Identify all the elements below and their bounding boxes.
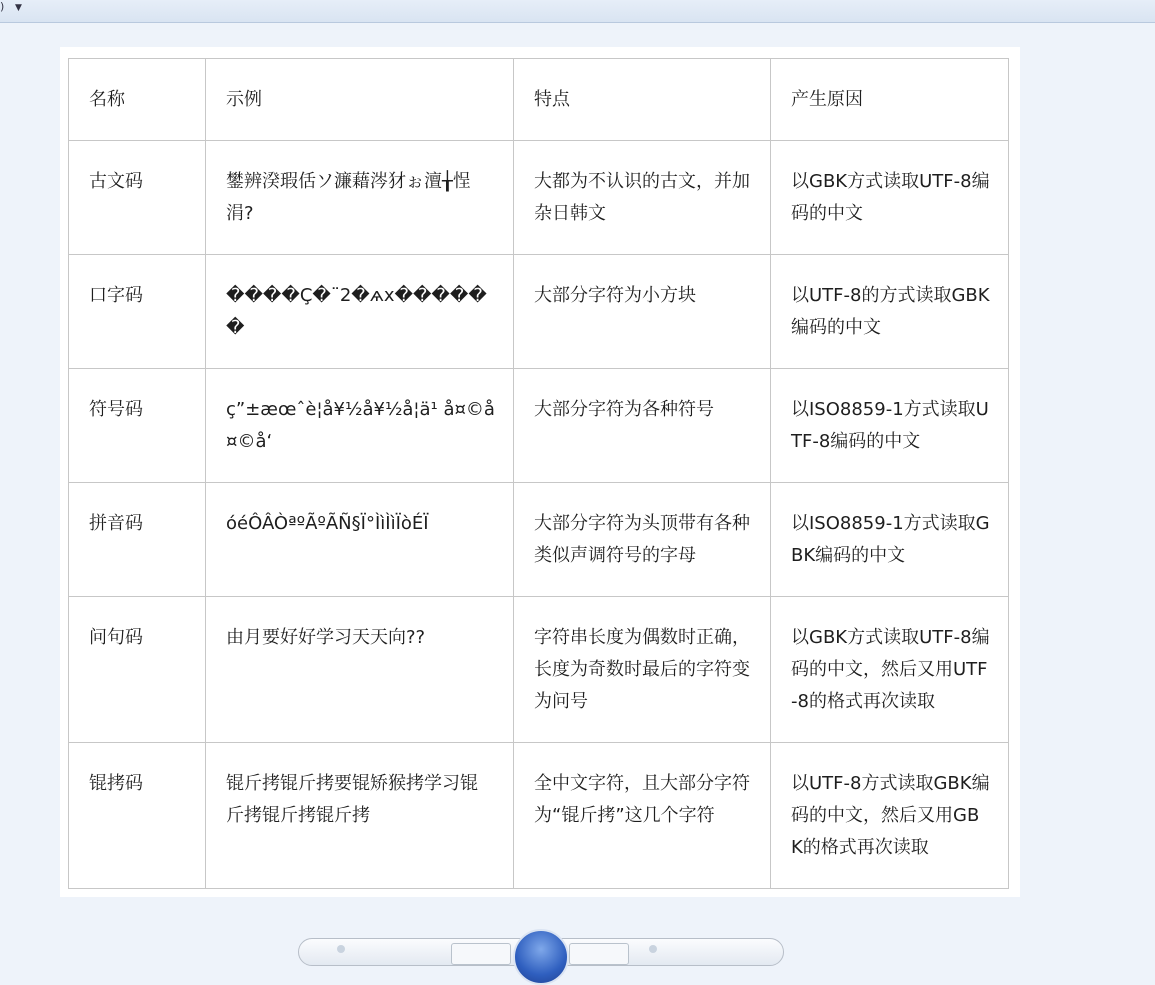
cell-example: ç”±æœˆè¦å¥½å¥½å¦ä¹ å¤©å¤©å‘ xyxy=(206,369,514,483)
right-control-icon[interactable] xyxy=(649,945,657,953)
cell-feature: 大部分字符为各种符号 xyxy=(514,369,771,483)
cell-name: 拼音码 xyxy=(69,483,206,597)
previous-button[interactable] xyxy=(451,943,511,965)
cell-cause: 以UTF-8的方式读取GBK编码的中文 xyxy=(771,255,1009,369)
table-row xyxy=(69,743,1009,889)
browser-toolbar xyxy=(0,0,1155,23)
cell-example: 锟斤拷锟斤拷要锟矫猴拷学习锟斤拷锟斤拷锟斤拷 xyxy=(206,743,514,889)
header-name: 名称 xyxy=(69,59,206,141)
table-row xyxy=(69,255,1009,369)
cell-cause: 以ISO8859-1方式读取UTF-8编码的中文 xyxy=(771,369,1009,483)
media-control-bar xyxy=(298,938,784,966)
left-control-icon[interactable] xyxy=(337,945,345,953)
cell-name: 符号码 xyxy=(69,369,206,483)
center-orb-button[interactable] xyxy=(513,929,569,985)
cell-feature: 大部分字符为头顶带有各种类似声调符号的字母 xyxy=(514,483,771,597)
cell-cause: 以ISO8859-1方式读取GBK编码的中文 xyxy=(771,483,1009,597)
encoding-table xyxy=(68,58,1009,889)
cell-example: 由月要好好学习天天向?? xyxy=(206,597,514,743)
header-cause: 产生原因 xyxy=(771,59,1009,141)
cell-cause: 以UTF-8方式读取GBK编码的中文，然后又用GBK的格式再次读取 xyxy=(771,743,1009,889)
table-row xyxy=(69,597,1009,743)
table-row xyxy=(69,369,1009,483)
cell-feature: 全中文字符，且大部分字符为“锟斤拷”这几个字符 xyxy=(514,743,771,889)
cell-example: ����Ç�¨2�ѧх������ xyxy=(206,255,514,369)
next-button[interactable] xyxy=(569,943,629,965)
cell-name: 锟拷码 xyxy=(69,743,206,889)
chevron-down-icon[interactable]: ▼ xyxy=(15,3,22,13)
cell-example: óéÔÂÒªºÃºÃÑ§Ï°ÌìÌìÏòÉÏ xyxy=(206,483,514,597)
table-row xyxy=(69,141,1009,255)
table-row xyxy=(69,483,1009,597)
cell-feature: 字符串长度为偶数时正确，长度为奇数时最后的字符变为问号 xyxy=(514,597,771,743)
content-panel xyxy=(60,47,1020,897)
cell-feature: 大部分字符为小方块 xyxy=(514,255,771,369)
cell-cause: 以GBK方式读取UTF-8编码的中文，然后又用UTF-8的格式再次读取 xyxy=(771,597,1009,743)
dropdown-label: ) xyxy=(0,0,5,13)
table-header-row xyxy=(69,59,1009,141)
cell-name: 问句码 xyxy=(69,597,206,743)
header-example: 示例 xyxy=(206,59,514,141)
cell-name: 口字码 xyxy=(69,255,206,369)
cell-name: 古文码 xyxy=(69,141,206,255)
cell-cause: 以GBK方式读取UTF-8编码的中文 xyxy=(771,141,1009,255)
header-feature: 特点 xyxy=(514,59,771,141)
cell-example: 鐢辨湀瑕佸ソ濂藉涔犲ぉ澶╁悜涓? xyxy=(206,141,514,255)
cell-feature: 大都为不认识的古文，并加杂日韩文 xyxy=(514,141,771,255)
